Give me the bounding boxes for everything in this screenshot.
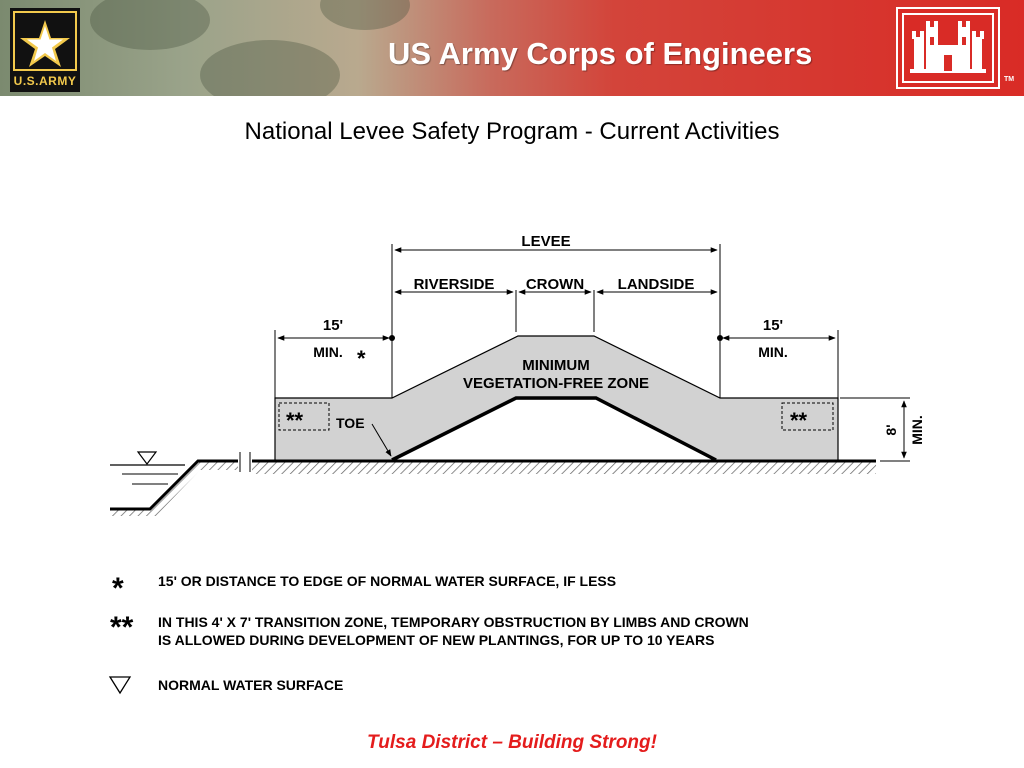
landside-label: LANDSIDE [617, 276, 695, 293]
left-distance-label: 15' [322, 317, 344, 334]
note-text-double-2: IS ALLOWED DURING DEVELOPMENT OF NEW PLANTINGS, FOR UP TO 10 YEARS [158, 632, 715, 648]
left-star: * [357, 346, 366, 371]
army-logo-text: U.S.ARMY [13, 74, 77, 88]
note-symbol-water-icon [110, 677, 130, 693]
slide-title: National Levee Safety Program - Current Activities [244, 118, 780, 145]
footer-tagline: Tulsa District – Building Strong! [367, 732, 657, 753]
trademark: TM [1004, 76, 1015, 83]
note-symbol-double: ** [110, 611, 134, 644]
org-title: US Army Corps of Engineers [388, 36, 813, 71]
zone-label-line1: MINIMUM [522, 357, 590, 374]
zone-label-line2: VEGETATION-FREE ZONE [462, 375, 650, 392]
right-min-label: MIN. [758, 344, 788, 360]
levee-label: LEVEE [521, 233, 571, 250]
right-distance-label: 15' [762, 317, 784, 334]
note-text-double-1: IN THIS 4' X 7' TRANSITION ZONE, TEMPORARY OBSTRUCTION BY LIMBS AND CROWN [158, 614, 749, 630]
right-double-star: ** [790, 408, 808, 433]
water-surface-icon [138, 452, 156, 464]
note-text-water: NORMAL WATER SURFACE [158, 677, 344, 693]
note-symbol-single: * [112, 572, 124, 605]
ground-hatch [252, 462, 876, 474]
crown-label: CROWN [525, 276, 585, 293]
height-label: 8' [883, 424, 899, 436]
note-text-single: 15' OR DISTANCE TO EDGE OF NORMAL WATER SURFACE, IF LESS [158, 573, 617, 589]
left-min-label: MIN. [313, 344, 343, 360]
riverside-label: RIVERSIDE [413, 276, 495, 293]
left-double-star: ** [286, 408, 304, 433]
toe-label: TOE [336, 415, 365, 431]
height-min-label: MIN. [909, 415, 925, 445]
